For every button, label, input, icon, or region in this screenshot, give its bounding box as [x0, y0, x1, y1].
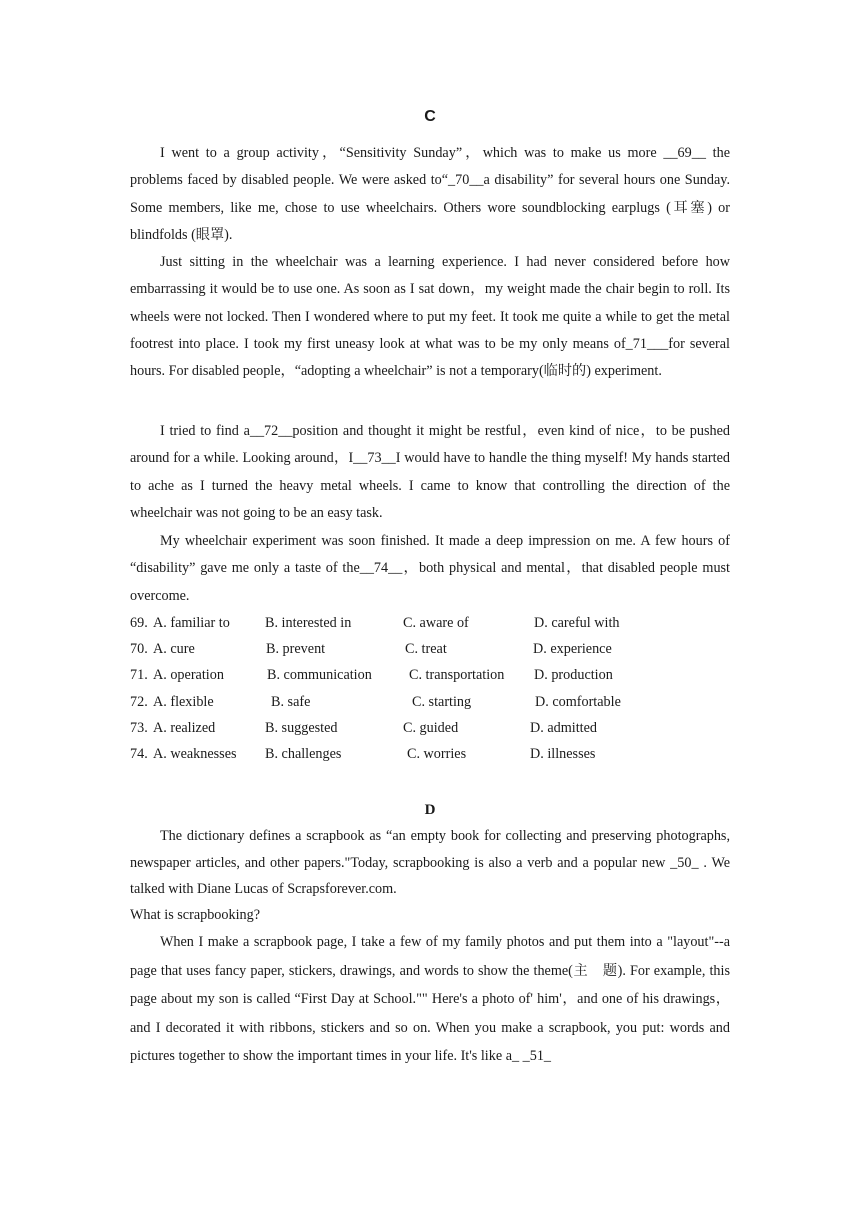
option-b: B. prevent: [266, 641, 326, 658]
option-row-71: [130, 662, 730, 688]
option-d: D. production: [534, 667, 613, 684]
option-number: 72.: [130, 693, 148, 710]
section-c-title: C: [424, 108, 436, 125]
option-number: 74.: [130, 745, 148, 762]
option-d: D. experience: [533, 641, 612, 658]
option-number: 71.: [130, 667, 148, 684]
section-d-question: What is scrapbooking?: [130, 907, 261, 923]
option-row-74: [130, 741, 730, 767]
option-c: C. starting: [412, 693, 472, 710]
option-d: D. illnesses: [530, 745, 596, 762]
option-b: B. safe: [271, 693, 311, 710]
option-row-73: [130, 715, 730, 741]
section-d-title: D: [424, 802, 436, 818]
section-c-paragraph-2: Just sitting in the wheelchair was a learning experience. I had never considered before how embarrassing it would be to use one. As soon as I sat down，my weight made the chair begin to roll. Its wheels were not locked. Then I wondered where to put my feet. It took me quite a while to get the metal footrest into place. I took my first uneasy look at what was to be my only means of_71___for several hours. For disabled people，“adopting a wheelchair” is not a temporary(临时的) experiment.: [130, 254, 730, 380]
option-number: 69.: [130, 615, 148, 631]
option-a: A. flexible: [153, 693, 214, 710]
section-c-paragraph-3: I tried to find a__72__position and thought it might be restful，even kind of nice，to be pushed around for a while. Looking around，I__73__I would have to handle the thing myself! My hands started to ache as I turned the heavy metal wheels. I came to know that controlling the direction of the wheelchair was not going to be an easy task.: [130, 423, 730, 521]
section-d-paragraph-1: The dictionary defines a scrapbook as “an empty book for collecting and preserving photographs, newspaper articles, and other papers."Today, scrapbooking is also a verb and a popular new _50_ . We talked with Diane Lucas of Scrapsforever.com.: [130, 828, 730, 897]
option-row-70: [130, 636, 730, 662]
option-row-72: [130, 689, 730, 715]
option-a: A. weaknesses: [153, 745, 237, 762]
option-number: 73.: [130, 719, 148, 736]
option-c: C. worries: [407, 745, 467, 762]
option-d: D. careful with: [534, 615, 620, 631]
option-row-69: [130, 610, 730, 636]
option-a: A. cure: [153, 641, 195, 658]
option-b: B. interested in: [265, 615, 352, 631]
option-d: D. admitted: [530, 719, 597, 736]
section-c-options: [130, 610, 730, 767]
option-c: C. guided: [403, 719, 459, 736]
option-c: C. aware of: [403, 615, 469, 631]
section-d-paragraph-2: When I make a scrapbook page, I take a few of my family photos and put them into a "layout"--a page that uses fancy paper, stickers, drawings, and words to show the theme(主 题). For example, this page about my son is called “First Day at School."" Here's a photo of' him'，and one of his drawings，and I decorated it with ribbons, stickers and so on. When you make a scrapbook, you put: words and pictures together to show the important times in your life. It's like a_ _51_: [130, 934, 730, 1065]
section-c-paragraph-4: My wheelchair experiment was soon finished. It made a deep impression on me. A few hours of “disability” gave me only a taste of the__74__，both physical and mental，that disabled people must overcome.: [130, 533, 730, 604]
option-c: C. transportation: [409, 667, 505, 684]
option-a: A. operation: [153, 667, 224, 684]
section-c-paragraph-1: I went to a group activity，“Sensitivity Sunday”，which was to make us more __69__ the problems faced by disabled people. We were asked to“_70__a disability” for several hours one Sunday. Some members, like me, chose to use wheelchairs. Others wore soundblocking earplugs (耳塞) or blindfolds (眼罩).: [130, 145, 730, 243]
option-a: A. familiar to: [153, 615, 230, 631]
option-b: B. communication: [267, 667, 372, 684]
option-b: B. suggested: [265, 719, 338, 736]
option-number: 70.: [130, 641, 148, 658]
option-a: A. realized: [153, 719, 216, 736]
option-c: C. treat: [405, 641, 447, 658]
option-b: B. challenges: [265, 745, 342, 762]
option-d: D. comfortable: [535, 693, 621, 710]
